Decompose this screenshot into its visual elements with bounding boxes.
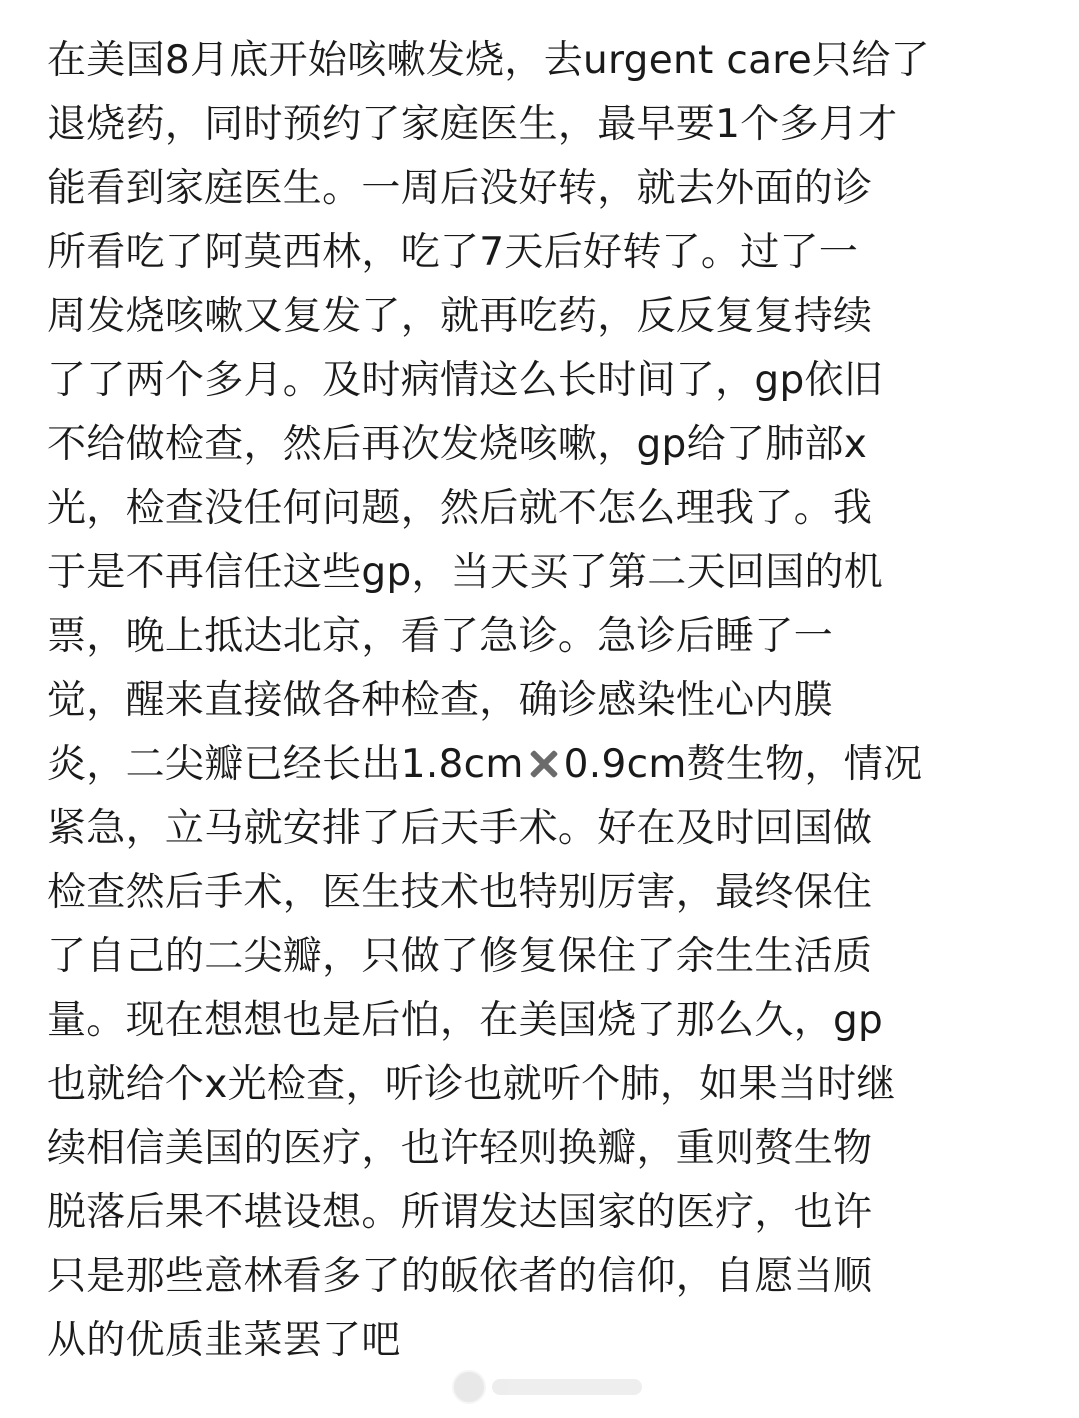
post-line: 也就给个x光检查，听诊也就听个肺，如果当时继 xyxy=(47,1062,896,1107)
cross-mark-icon xyxy=(526,746,562,782)
post-line: 量。现在想想也是后怕，在美国烧了那么久，gp xyxy=(47,998,884,1043)
watermark-text-blur xyxy=(492,1379,642,1395)
post-line-with-icon xyxy=(47,733,1047,797)
post-body xyxy=(47,29,1047,1373)
post-line: 从的优质韭菜罢了吧 xyxy=(47,1318,401,1363)
post-line: 检查然后手术，医生技术也特别厉害，最终保住 xyxy=(47,870,873,915)
post-line: 票，晚上抵达北京，看了急诊。急诊后睡了一 xyxy=(47,614,834,659)
post-line: 脱落后果不堪设想。所谓发达国家的医疗，也许 xyxy=(47,1190,873,1235)
post-line: 能看到家庭医生。一周后没好转，就去外面的诊 xyxy=(47,166,873,211)
post-line-segment: 炎，二尖瓣已经长出1.8cm xyxy=(47,742,524,787)
post-line: 所看吃了阿莫西林，吃了7天后好转了。过了一 xyxy=(47,230,859,275)
post-line: 续相信美国的医疗，也许轻则换瓣，重则赘生物 xyxy=(47,1126,873,1171)
post-line: 只是那些意林看多了的皈依者的信仰，自愿当顺 xyxy=(47,1254,873,1299)
post-line: 在美国8月底开始咳嗽发烧，去urgent care只给了 xyxy=(47,38,930,83)
post-line: 觉，醒来直接做各种检查，确诊感染性心内膜 xyxy=(47,678,834,723)
post-line: 周发烧咳嗽又复发了，就再吃药，反反复复持续 xyxy=(47,294,873,339)
watermark xyxy=(452,1370,642,1404)
post-line: 退烧药，同时预约了家庭医生，最早要1个多月才 xyxy=(47,102,898,147)
post-line: 不给做检查，然后再次发烧咳嗽，gp给了肺部x xyxy=(47,422,868,467)
post-line: 紧急，立马就安排了后天手术。好在及时回国做 xyxy=(47,806,873,851)
post-line: 了自己的二尖瓣，只做了修复保住了余生生活质 xyxy=(47,934,873,979)
post-line: 了了两个多月。及时病情这么长时间了，gp依旧 xyxy=(47,358,884,403)
avatar-icon xyxy=(452,1370,486,1404)
post-line: 于是不再信任这些gp，当天买了第二天回国的机 xyxy=(47,550,884,595)
post-line-segment: 0.9cm赘生物，情况 xyxy=(563,742,923,787)
post-line: 光，检查没任何问题，然后就不怎么理我了。我 xyxy=(47,486,873,531)
